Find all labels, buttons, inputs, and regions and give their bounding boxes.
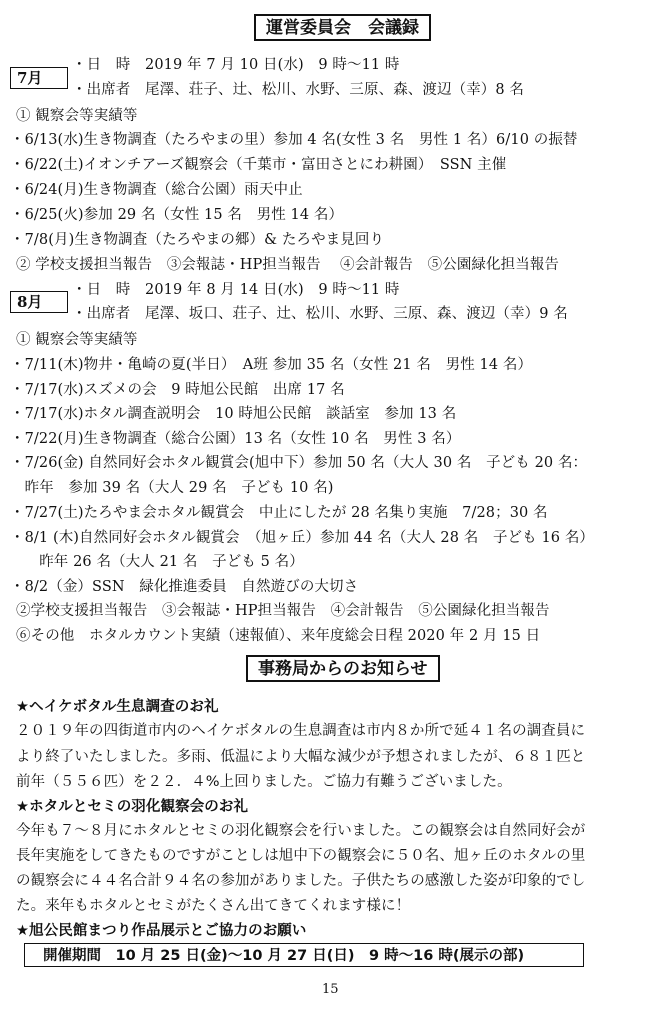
august-event-item: ・7/26(金) 自然同好会ホタル観賞会(旭中下）参加 50 名（大人 30 名 子ども 20 名： xyxy=(10,455,588,471)
notice-heading: ★ヘイケボタル生息調査のお礼 xyxy=(16,699,219,715)
august-attendees: ・出席者 尾澤、坂口、荘子、辻、松川、水野、三原、森、渡辺（幸）9 名 xyxy=(72,306,568,322)
notice-text: 前年（５５６匹）を２２．４%上回りました。ご協力有難うございました。 xyxy=(16,774,512,790)
july-event-item: ・7/8(月)生き物調査（たろやまの郷）& たろやま見回り xyxy=(10,232,385,248)
exhibition-schedule: 開催期間 10 月 25 日(金)～10 月 27 日(日) 9 時～16 時(展示の部) xyxy=(24,943,584,967)
july-event-item: ・6/22(土)イオンチアーズ観察会（千葉市・富田さとにわ耕園） SSN 主催 xyxy=(10,157,507,173)
july-label: 7月 xyxy=(10,67,68,89)
august-event-item: ・7/17(水)ホタル調査説明会 10 時旭公民館 談話室 参加 13 名 xyxy=(10,406,457,422)
july-event-item: ・6/13(水)生き物調査（たろやまの里）参加 4 名(女性 3 名 男性 1 名）6/10 の振替 xyxy=(10,132,578,148)
august-event-item: ・7/11(木)物井・亀崎の夏(半日） A班 参加 35 名（女性 21 名 男性 14 名） xyxy=(10,357,533,373)
august-other: ⑥その他 ホタルカウント実績（速報値）、来年度総会日程 2020 年 2 月 15 日 xyxy=(16,628,541,644)
notice-text: た。来年もホタルとセミがたくさん出てきてくれます様に！ xyxy=(16,898,411,914)
notice-title: 事務局からのお知らせ xyxy=(246,655,440,682)
august-event-item: ・7/22(月)生き物調査（総合公園）13 名（女性 10 名 男性 3 名） xyxy=(10,431,461,447)
august-label: 8月 xyxy=(10,291,68,313)
notice-text: ２０１９年の四街道市内のヘイケボタルの生息調査は市内８か所で延４１名の調査員に xyxy=(16,723,586,739)
august-event-item: ・8/2（金）SSN 緑化推進委員 自然遊びの大切さ xyxy=(10,579,359,595)
notice-heading: ★ホタルとセミの羽化観察会のお礼 xyxy=(16,799,249,815)
july-date: ・日 時 2019 年 7 月 10 日(水) 9 時～11 時 xyxy=(72,57,400,73)
july-event-item: ・6/25(火)参加 29 名（女性 15 名 男性 14 名） xyxy=(10,207,344,223)
july-events-heading: ① 観察会等実績等 xyxy=(16,108,138,124)
july-reports: ② 学校支援担当報告 ③会報誌・HP担当報告 ④会計報告 ⑤公園緑化担当報告 xyxy=(16,257,560,273)
notice-text: の観察会に４４名合計９４名の参加がありました。子供たちの感激した姿が印象的でし xyxy=(16,873,586,889)
august-event-item: ・7/17(水)スズメの会 9 時旭公民館 出席 17 名 xyxy=(10,382,345,398)
page-number: 15 xyxy=(322,982,339,997)
august-date: ・日 時 2019 年 8 月 14 日(水) 9 時～11 時 xyxy=(72,282,400,298)
august-event-item: 昨年 26 名（大人 21 名 子ども 5 名） xyxy=(10,554,304,570)
august-event-item: ・7/27(土)たろやま会ホタル観賞会 中止にしたが 28 名集り実施 7/28；30 名 xyxy=(10,505,548,521)
july-event-item: ・6/24(月)生き物調査（総合公園）雨天中止 xyxy=(10,182,303,198)
notice-text: 今年も７～８月にホタルとセミの羽化観察会を行いました。この観察会は自然同好会が xyxy=(16,823,586,839)
page-title: 運営委員会 会議録 xyxy=(254,14,431,41)
august-event-item: 昨年 参加 39 名（大人 29 名 子ども 10 名) xyxy=(10,480,334,496)
august-events-heading: ① 観察会等実績等 xyxy=(16,332,138,348)
august-reports: ②学校支援担当報告 ③会報誌・HP担当報告 ④会計報告 ⑤公園緑化担当報告 xyxy=(16,603,550,619)
notice-text: より終了いたしました。多雨、低温により大幅な減少が予想されましたが、６８１匹と xyxy=(16,749,586,765)
notice-heading: ★旭公民館まつり作品展示とご協力のお願い xyxy=(16,923,307,939)
july-attendees: ・出席者 尾澤、荘子、辻、松川、水野、三原、森、渡辺（幸）8 名 xyxy=(72,82,525,98)
notice-text: 長年実施をしてきたものですがことしは旭中下の観察会に５０名、旭ヶ丘のホタルの里 xyxy=(16,848,586,864)
august-event-item: ・8/1 (木)自然同好会ホタル観賞会 （旭ヶ丘）参加 44 名（大人 28 名 子ども 16 名） xyxy=(10,530,595,546)
